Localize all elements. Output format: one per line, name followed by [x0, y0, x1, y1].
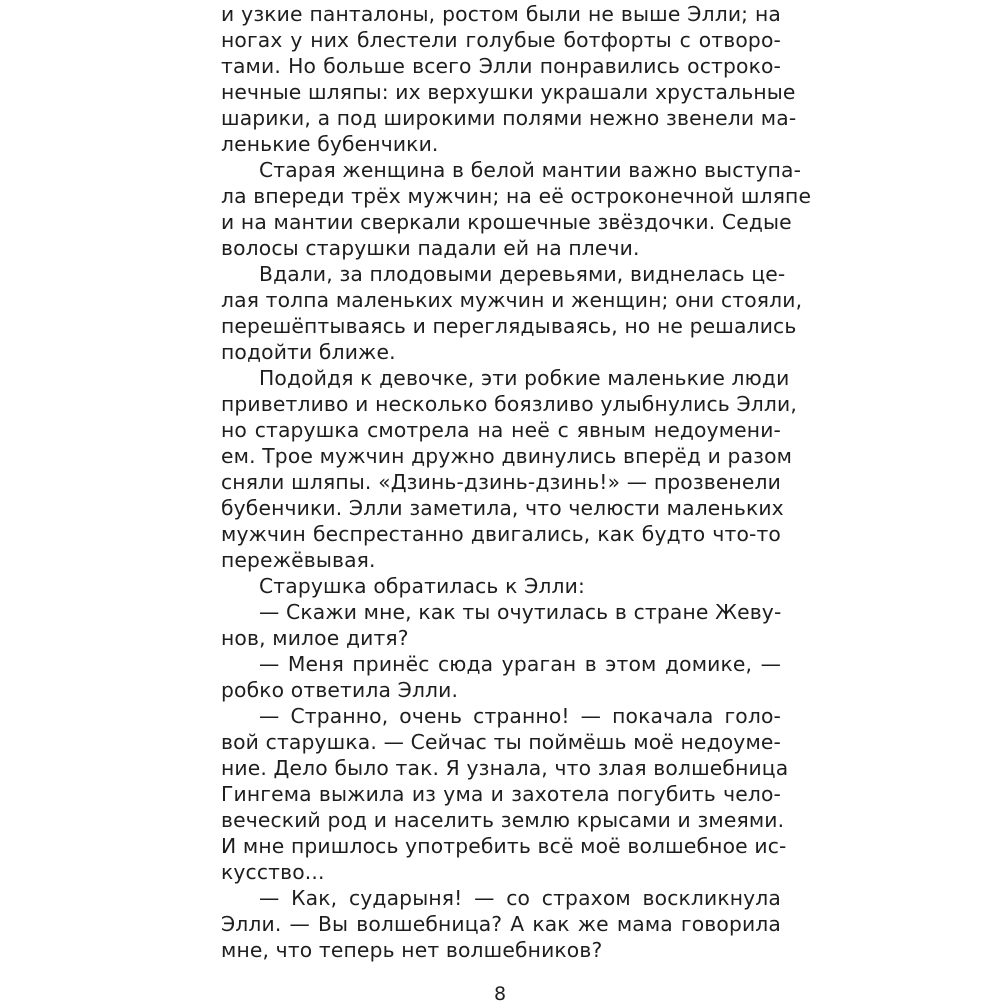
- text-line: вой старушка. — Сейчас ты поймёшь моё недоуме-: [221, 730, 781, 754]
- text-line: ногах у них блестели голубые ботфорты с отворо-: [221, 28, 781, 52]
- text-line: шарики, а под широкими полями нежно звенели ма-: [221, 106, 797, 130]
- dialogue-line: — Скажи мне, как ты очутилась в стране Жеву-: [259, 600, 782, 624]
- text-line: подойти ближе.: [221, 340, 396, 364]
- text-line: и узкие панталоны, ростом были не выше Элли; на: [221, 2, 781, 26]
- paragraph-first-line: Подойдя к девочке, эти робкие маленькие люди: [259, 366, 790, 390]
- text-line: нов, милое дитя?: [221, 626, 409, 650]
- dialogue-line: — Как, сударыня! — со страхом воскликнула: [259, 886, 781, 910]
- text-line: но старушка смотрела на неё с явным недоумени-: [221, 418, 781, 442]
- text-line: мне, что теперь нет волшебников?: [221, 938, 603, 962]
- text-line: ем. Трое мужчин дружно двинулись вперёд и разом: [221, 444, 793, 468]
- text-line: лая толпа маленьких мужчин и женщин; они стояли,: [221, 288, 803, 312]
- text-line: и на мантии сверкали крошечные звёздочки. Седые: [221, 210, 792, 234]
- text-line: веческий род и населить землю крысами и змеями.: [221, 808, 785, 832]
- paragraph-first-line: Старушка обратилась к Элли:: [259, 574, 585, 598]
- text-line: приветливо и несколько боязливо улыбнулись Элли,: [221, 392, 797, 416]
- dialogue-line: — Меня принёс сюда ураган в этом домике, —: [259, 652, 781, 676]
- text-line: нечные шляпы: их верхушки украшали хрустальные: [221, 80, 796, 104]
- text-line: Гингема выжила из ума и захотела погубить чело-: [221, 782, 781, 806]
- text-line: тами. Но больше всего Элли понравились остроко-: [221, 54, 781, 78]
- paragraph-first-line: Вдали, за плодовыми деревьями, виднелась це-: [259, 262, 786, 286]
- page-number: 8: [493, 983, 507, 1005]
- text-line: волосы старушки падали ей на плечи.: [221, 236, 640, 260]
- text-line: ние. Дело было так. Я узнала, что злая волшебница: [221, 756, 789, 780]
- text-line: бубенчики. Элли заметила, что челюсти маленьких: [221, 496, 784, 520]
- text-line: пережёвывая.: [221, 548, 376, 572]
- text-line: сняли шляпы. «Дзинь-дзинь-дзинь!» — прозвенели: [221, 470, 781, 494]
- text-line: робко ответила Элли.: [221, 678, 459, 702]
- text-line: перешёптываясь и переглядываясь, но не решались: [221, 314, 797, 338]
- text-line: ленькие бубенчики.: [221, 132, 439, 156]
- dialogue-line: — Странно, очень странно! — покачала голо-: [259, 704, 781, 728]
- text-line: Элли. — Вы волшебница? А как же мама говорила: [221, 912, 781, 936]
- text-line: И мне пришлось употребить всё моё волшебное ис-: [221, 834, 787, 858]
- text-line: мужчин беспрестанно двигались, как будто что-то: [221, 522, 781, 546]
- text-line: ла впереди трёх мужчин; на её остроконечной шляпе: [221, 184, 812, 208]
- paragraph-first-line: Старая женщина в белой мантии важно выступа-: [259, 158, 802, 182]
- text-line: кусство...: [221, 860, 325, 884]
